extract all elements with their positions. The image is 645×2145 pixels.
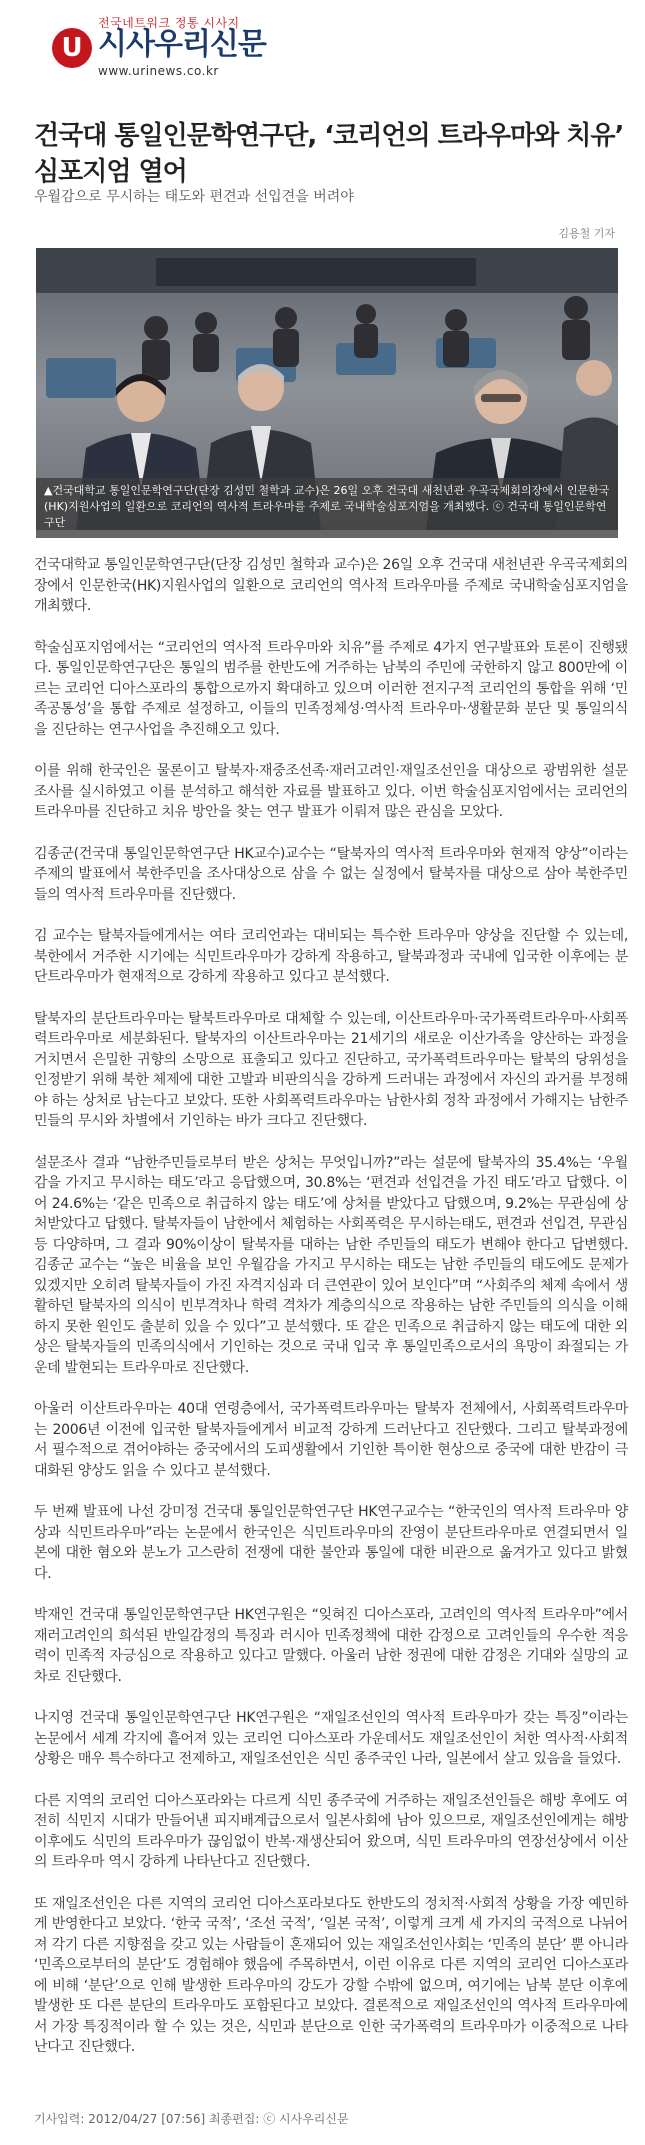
- article-paragraph: 건국대학교 통일인문학연구단(단장 김성민 철학과 교수)은 26일 오후 건국대 새천년관 우곡국제회의장에서 인문한국(HK)지원사업의 일환으로 코리언의 역사적 트라우마를 주제로 국내학술심포지엄을 개최했다.: [34, 557, 628, 614]
- logo-name: 시사우리신문: [98, 27, 266, 62]
- article-paragraph: 이를 위해 한국인은 물론이고 탈북자·재중조선족·재러고려인·재일조선인을 대상으로 광범위한 설문조사를 실시하였고 이를 분석하고 해석한 자료를 발표하고 있다. 이번 학술심포지엄에서는 코리언의 트라우마를 진단하고 치유 방안을 찾는 연구 발표가 이뤄져 많은 관심을 모았다.: [34, 763, 628, 820]
- article-paragraph: 또 재일조선인은 다른 지역의 코리언 디아스포라보다도 한반도의 정치적·사회적 상황을 가장 예민하게 반영한다고 보았다. ‘한국 국적’, ‘조선 국적’, ‘일본 국적’, 이렇게 크게 세 가지의 국적으로 나뉘어져 각기 다른 지향점을 갖고 있는 사람들이 혼재되어 있는 재일조선인사회는 ‘민족의 분단’ 뿐 아니라 ‘민족으로부터의 분단’도 경험해야 했음에 주목하면서, 이런 이유로 다른 지역의 코리언 디아스포라에 비해 ‘분단’으로 인해 발생한 트라우마의 강도가 강할 수밖에 없으며, 여기에는 남북 분단 이후에 발생한 또 다른 분단의 트라우마도 포함된다고 보았다. 결론적으로 재일조선인의 역사적 트라우마에서 가장 특징적이라 할 수 있는 것은, 식민과 분단으로 인한 국가폭력의 트라우마가 이중적으로 나타난다고 진단했다.: [34, 1895, 628, 2055]
- article-paragraph: 김종군(건국대 통일인문학연구단 HK교수)교수는 “탈북자의 역사적 트라우마와 현재적 양상”이라는 주제의 발표에서 북한주민을 조사대상으로 삼을 수 없는 실정에서 탈북자를 대상으로 삼아 북한주민들의 역사적 트라우마를 진단했다.: [34, 845, 628, 903]
- logo-url: www.urinews.co.kr: [98, 64, 219, 78]
- article-paragraph: 나지영 건국대 통일인문학연구단 HK연구원은 “재일조선인의 역사적 트라우마가 갖는 특징”이라는 논문에서 세계 각지에 흩어져 있는 코리언 디아스포라 가운데서도 재일조선인이 처한 역사적·사회적 상황은 매우 특수하다고 전제하고, 재일조선인은 식민 종주국인 나라, 일본에서 살고 있음을 들었다.: [34, 1710, 628, 1767]
- article-paragraph: 아울러 이산트라우마는 40대 연령층에서, 국가폭력트라우마는 탈북자 전체에서, 사회폭력트라우마는 2006년 이전에 입국한 탈북자들에게서 비교적 강하게 드러난다고 진단했다. 그리고 탈북과정에서 필수적으로 겪어야하는 중국에서의 도피생활에서 기인한 특이한 현상으로 중국에 대한 반감이 극대화된 양상도 읽을 수 있다고 분석했다.: [34, 1401, 628, 1479]
- article-title: 건국대 통일인문학연구단, ‘코리언의 트라우마와 치유’ 심포지엄 열어: [34, 121, 624, 187]
- site-logo[interactable]: [52, 14, 292, 84]
- article-footer: 기사입력: 2012/04/27 [07:56] 최종편집: ⓒ 시사우리신문: [34, 2112, 349, 2126]
- article-paragraph: 설문조사 결과 “남한주민들로부터 받은 상처는 무엇입니까?”라는 설문에 탈북자의 35.4%는 ‘우월감을 가지고 무시하는 태도’라고 응답했으며, 30.8%는 ‘편견과 선입견을 가진 태도’라고 답했다. 이어 24.6%는 ‘같은 민족으로 취급하지 않는 태도’에 상처를 받았다고 답했으며, 9.2%는 무관심에 상처받았다고 답했다. 탈북자들이 남한에서 체험하는 사회폭력은 무시하는태도, 편견과 선입견, 무관심 등 다양하며, 그 결과 90%이상이 탈북자를 대하는 남한 주민들의 태도가 변해야 한다고 답변했다. 김종군 교수는 “높은 비율을 보인 우월감을 가지고 무시하는 태도는 남한 주민들의 태도에도 문제가 있겠지만 오히려 탈북자들이 가진 자격지심과 더 큰연관이 있어 보인다”며 “사회주의 체제 속에서 생활하던 탈북자의 의식이 빈부격차나 학력 격차가 계층의식으로 작용하는 남한 주민들의 의식을 이해하지 못한 원인도 출분히 있을 수 있다”고 분석했다. 또 같은 민족으로 취급하지 않는 태도에 대한 외상은 탈북자들의 민족의식에서 기인하는 것으로 국내 입국 후 통일민족으로서의 욕망이 좌절되는 가운데 발현되는 트라우마로 진단했다.: [34, 1154, 628, 1376]
- article-paragraph: 박재인 건국대 통일인문학연구단 HK연구원은 “잊혀진 디아스포라, 고려인의 역사적 트라우마”에서 재러고려인의 희석된 반일감정의 특징과 러시아 민족정책에 대한 감정으로 고려인들의 우수한 적응력이 민족적 자긍심으로 작용하고 있다고 말했다. 아울러 남한 정권에 대한 감정은 기대와 실망의 교차로 진단했다.: [34, 1607, 628, 1685]
- logo-tagline: 전국네트워크 정통 시사지: [98, 16, 240, 30]
- article-paragraph: 다른 지역의 코리언 디아스포라와는 다르게 식민 종주국에 거주하는 재일조선인들은 해방 후에도 여전히 식민지 시대가 만들어낸 피지배계급으로서 일본사회에 남아 있으므로, 재일조선인에게는 해방 이후에도 식민의 트라우마가 끊임없이 반복·재생산되어 왔으며, 식민 트라우마의 연장선상에서 이산의 트라우마 역시 강하게 나타난다고 진단했다.: [34, 1792, 628, 1870]
- article-body: [34, 555, 628, 2079]
- article-paragraph: 김 교수는 탈북자들에게서는 여타 코리언과는 대비되는 특수한 트라우마 양상을 진단할 수 있는데, 북한에서 거주한 시기에는 식민트라우마가 강하게 작용하고, 탈북과정과 국내에 입국한 이후에는 분단트라우마가 현재적으로 강하게 작용하고 있다고 분석했다.: [34, 928, 628, 985]
- article-paragraph: 두 번째 발표에 나선 강미정 건국대 통일인문학연구단 HK연구교수는 “한국인의 역사적 트라우마 양상과 식민트라우마”라는 논문에서 한국인은 식민트라우마의 잔영이 분단트라우마로 연결되면서 일본에 대한 혐오와 분노가 고스란히 전쟁에 대한 불안과 통일에 대한 비관으로 옮겨가고 있다고 밝혔다.: [34, 1504, 628, 1582]
- article-byline: 김용철 기자: [558, 227, 615, 240]
- article-subtitle: 우월감으로 무시하는 태도와 편견과 선입견을 버려야: [34, 189, 354, 205]
- article-paragraph: 학술심포지엄에서는 “코리언의 역사적 트라우마와 치유”를 주제로 4가지 연구발표와 토론이 진행됐다. 통일인문학연구단은 통일의 범주를 한반도에 거주하는 남북의 주민에 국한하지 않고 800만에 이르는 코리언 디아스포라의 통합으로까지 확대하고 있으며 이러한 전지구적 코리언의 통합을 위해 ‘민족공통성’을 통합 주제로 설정하고, 이들의 민족정체성·역사적 트라우마·생활문화 분단 및 통일의식을 진단하는 연구사업을 추진해오고 있다.: [34, 639, 628, 738]
- article-paragraph: 탈북자의 분단트라우마는 탈북트라우마로 대체할 수 있는데, 이산트라우마·국가폭력트라우마·사회폭력트라우마로 세분화된다. 탈북자의 이산트라우마는 21세기의 새로운 이산가족을 양산하는 과정을 거치면서 은밀한 귀향의 소망으로 표출되고 있다고 진단하고, 국가폭력트라우마는 탈북의 당위성을 인정받기 위해 북한 체제에 대한 고발과 비판의식을 강하게 드러내는 과정에서 자신의 과거를 부정해야 하는 상처로 남는다고 보았다. 또한 사회폭력트라우마는 남한사회 정착 과정에서 가해지는 남한주민들의 무시와 차별에서 기인하는 바가 크다고 진단했다.: [34, 1010, 628, 1129]
- photo-caption: ▲건국대학교 통일인문학연구단(단장 김성민 철학과 교수)은 26일 오후 건국대 새천년관 우곡국제회의장에서 인문한국(HK)지원사업의 일환으로 코리언의 역사적 트라우마를 주제로 국내학술심포지엄을 개최했다. ⓒ 건국대 통일인문학연구단: [36, 478, 618, 538]
- logo-mark-icon: U: [52, 28, 92, 68]
